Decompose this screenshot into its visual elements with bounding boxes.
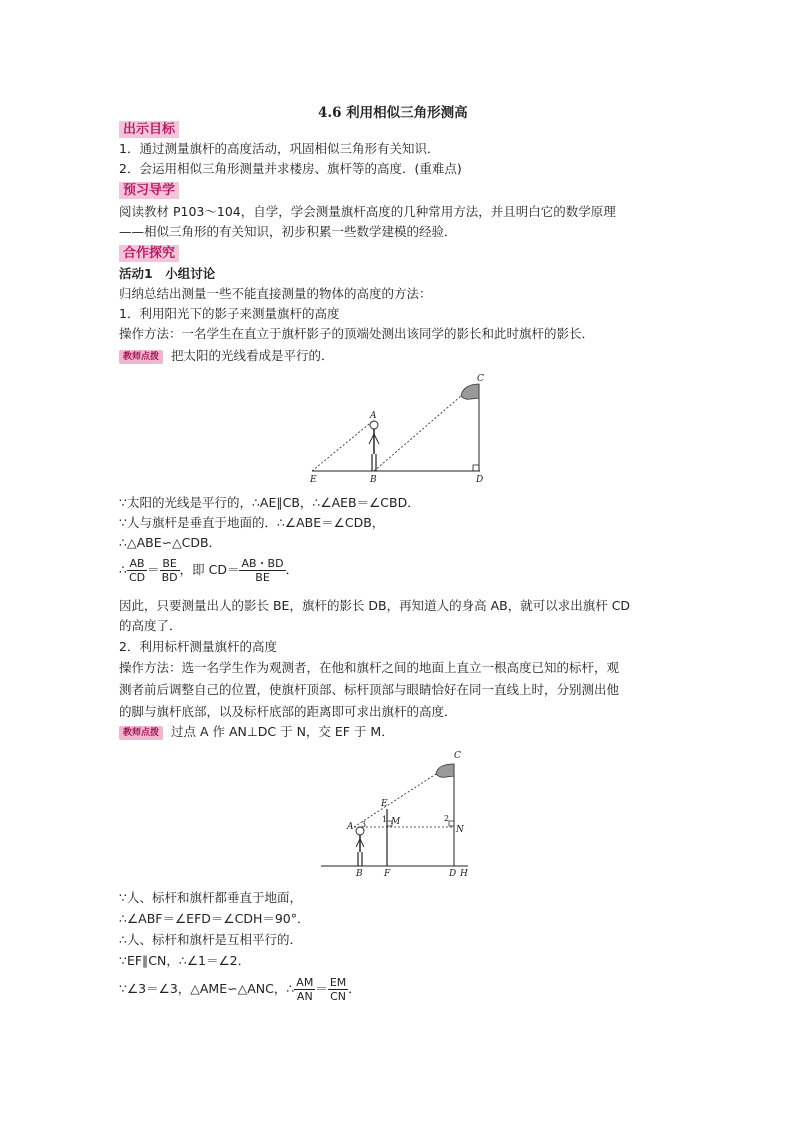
method1-operation: 操作方法：一名学生在直立于旗杆影子的顶端处测出该同学的影长和此时旗杆的影长． <box>119 326 595 341</box>
ratio-line <box>119 557 298 584</box>
label-C: C <box>477 374 484 384</box>
ratio-prefix: ∵∠3＝∠3，△AME∽△ANC，∴ <box>119 981 295 996</box>
method1-tip-text: 把太阳的光线看成是平行的． <box>171 348 334 363</box>
goal-item: 2．会运用相似三角形测量并求楼房、旗杆等的高度．(重难点) <box>119 161 462 176</box>
label-D: D <box>476 475 484 485</box>
label-A: A <box>370 411 377 421</box>
numerator: EM <box>329 976 347 989</box>
section-explore: 合作探究 <box>119 245 179 262</box>
figure-shadow-method <box>310 372 490 485</box>
conclusion-text: 的高度了． <box>119 618 182 633</box>
goal-item: 1．通过测量旗杆的高度活动，巩固相似三角形有关知识． <box>119 141 440 156</box>
method2-tip-text: 过点 A 作 AN⊥DC 于 N，交 EF 于 M． <box>171 724 394 739</box>
label-E: E <box>381 799 388 809</box>
label-H: H <box>460 869 468 879</box>
label-F: F <box>384 869 391 879</box>
section-preview: 预习导学 <box>119 182 179 199</box>
method2-heading: 2．利用标杆测量旗杆的高度 <box>119 639 277 654</box>
method2-operation: 测者前后调整自己的位置，使旗杆顶部、标杆顶部与眼睛恰好在同一直线上时，分别测出他 <box>119 682 620 697</box>
conclusion-text: 因此，只要测量出人的影长 BE，旗杆的影长 DB，再知道人的身高 AB，就可以求出旗杆 CD <box>119 598 631 613</box>
fraction <box>328 976 348 1003</box>
proof-line: ∴∠ABF＝∠EFD＝∠CDH＝90°． <box>119 911 310 926</box>
denominator: CD <box>128 571 146 584</box>
label-M: M <box>391 817 401 827</box>
label-D: D <box>449 869 457 879</box>
teacher-tip-badge: 教师点拨 <box>119 726 163 740</box>
method1-tip <box>119 347 334 365</box>
page-title: 4.6 利用相似三角形测高 <box>318 105 468 121</box>
label-C: C <box>454 751 461 761</box>
summary-text: 归纳总结出测量一些不能直接测量的物体的高度的方法： <box>119 286 432 301</box>
teacher-tip-badge: 教师点拨 <box>119 350 163 364</box>
proof-line: ∵太阳的光线是平行的，∴AE∥CB，∴∠AEB＝∠CBD． <box>119 495 420 510</box>
figure-pole-method <box>320 748 480 880</box>
ratio-line <box>119 975 361 1003</box>
fraction <box>160 557 180 584</box>
denominator: BE <box>255 571 270 584</box>
preview-text: 阅读教材 P103～104，自学，学会测量旗杆高度的几种常用方法，并且明白它的数学原理 <box>119 204 616 219</box>
proof-line: ∴△ABE∽△CDB． <box>119 535 222 550</box>
proof-line: ∵人与旗杆是垂直于地面的．∴∠ABE＝∠CDB， <box>119 515 385 530</box>
proof-line: ∵人、标杆和旗杆都垂直于地面， <box>119 890 302 905</box>
proof-line: ∴人、标杆和旗杆是互相平行的． <box>119 932 302 947</box>
label-N: N <box>456 825 464 835</box>
equals: ＝ <box>315 981 328 996</box>
angle-2: 2 <box>444 814 450 823</box>
method2-operation: 的脚与旗杆底部，以及标杆底部的距离即可求出旗杆的高度． <box>119 704 457 719</box>
label-E: E <box>310 475 317 485</box>
ratio-end: ． <box>348 981 361 996</box>
activity-heading: 活动1 小组讨论 <box>119 266 216 281</box>
method1-heading: 1．利用阳光下的影子来测量旗杆的高度 <box>119 306 340 321</box>
ratio-mid: ，即 CD＝ <box>179 562 240 577</box>
method2-tip <box>119 723 394 741</box>
numerator: AB・BD <box>241 557 284 570</box>
fraction <box>127 557 147 584</box>
numerator: AB <box>127 557 147 571</box>
label-B: B <box>356 869 363 879</box>
denominator: BD <box>161 571 178 584</box>
section-goals: 出示目标 <box>119 121 179 138</box>
numerator: BE <box>160 557 180 571</box>
fraction <box>239 557 285 584</box>
numerator: AM <box>296 976 314 989</box>
equals: ＝ <box>147 562 160 577</box>
fraction <box>294 976 315 1003</box>
angle-1: 1 <box>382 815 388 824</box>
method2-operation: 操作方法：选一名学生作为观测者，在他和旗杆之间的地面上直立一根高度已知的标杆，观 <box>119 660 620 675</box>
angle-3: 3 <box>361 820 367 829</box>
label-B: B <box>370 475 377 485</box>
preview-text: ——相似三角形的有关知识，初步积累一些数学建模的经验． <box>119 224 457 239</box>
ratio-prefix: ∴ <box>119 562 127 577</box>
denominator: AN <box>296 990 313 1003</box>
proof-line: ∵EF∥CN，∴∠1＝∠2． <box>119 953 251 968</box>
label-A: A <box>347 822 354 832</box>
ratio-end: ． <box>285 562 299 577</box>
denominator: CN <box>330 990 347 1003</box>
